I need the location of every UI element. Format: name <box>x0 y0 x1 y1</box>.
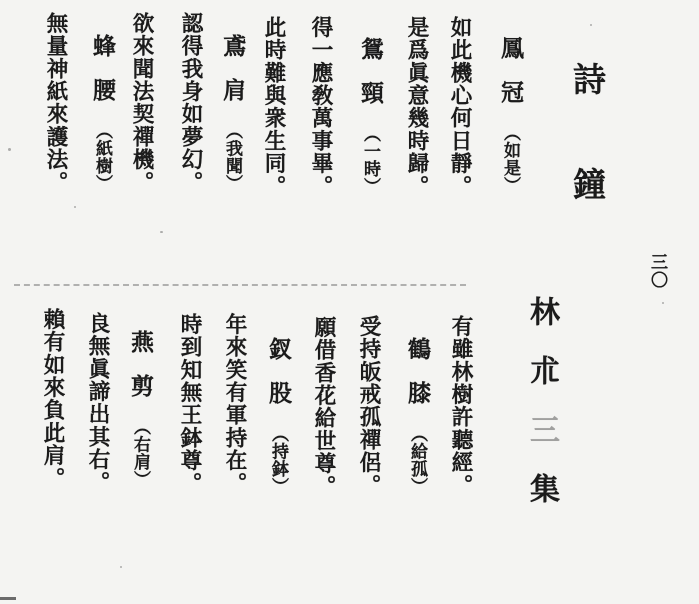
poem-line-column: 是爲眞意幾時歸。 <box>405 16 429 198</box>
category-embedded-chars: （持鉢） <box>269 425 288 495</box>
poem-line-column: 受持皈戒孤禪侶。 <box>357 315 381 497</box>
category-name: 鶴膝 <box>405 337 430 425</box>
category-column <box>216 34 249 192</box>
poem-line-column: 認得我身如夢幻。 <box>179 12 203 194</box>
poem-line-column: 時到知無王鉢尊。 <box>178 313 202 495</box>
category-column <box>401 337 434 495</box>
category-embedded-chars: （如是） <box>501 124 520 194</box>
category-column <box>262 337 295 495</box>
collection-char: 集 <box>525 473 558 532</box>
category-embedded-chars: （紙樹） <box>93 122 112 192</box>
poem-line-column: 年來笑有軍持在。 <box>223 313 247 495</box>
page-number: 三〇 <box>648 253 667 289</box>
poem-line-column: 欲來聞法契禪機。 <box>130 12 154 194</box>
category-name: 蜂腰 <box>90 34 115 122</box>
scan-speck <box>590 24 592 26</box>
category-name: 燕剪 <box>128 330 153 418</box>
category-embedded-chars: （我聞） <box>223 122 242 192</box>
collection-char: 三 <box>525 414 558 473</box>
poem-line-column: 如此機心何日靜。 <box>448 16 472 198</box>
scan-edge-mark <box>0 597 16 600</box>
category-column <box>494 36 527 194</box>
poem-line-column: 良無眞諦出其右。 <box>86 312 110 494</box>
scan-speck <box>8 148 11 151</box>
category-column <box>86 34 119 192</box>
category-name: 鴛頸 <box>358 37 383 125</box>
collection-char: 朮 <box>525 355 558 414</box>
category-column <box>124 330 157 488</box>
poem-line-column: 願借香花給世尊。 <box>312 316 336 498</box>
book-title: 詩鐘 <box>568 62 604 272</box>
poem-line-column: 此時難與衆生同。 <box>262 16 286 198</box>
collection-char: 林 <box>525 296 558 355</box>
category-name: 釵股 <box>266 337 291 425</box>
scan-speck <box>74 206 76 208</box>
category-column <box>354 37 387 195</box>
poem-line-column: 賴有如來負此肩。 <box>41 308 65 490</box>
category-embedded-chars: （一時） <box>361 125 380 195</box>
poem-line-column: 得一應敎萬事畢。 <box>309 16 333 198</box>
scan-speck <box>662 302 664 304</box>
category-name: 鳶肩 <box>220 34 245 122</box>
scan-speck <box>120 566 122 568</box>
category-embedded-chars: （右肩） <box>131 418 150 488</box>
category-embedded-chars: （給孤） <box>408 425 427 495</box>
category-name: 鳳冠 <box>498 36 523 124</box>
collection-title <box>519 296 563 532</box>
poem-line-column: 有雖林樹許聽經。 <box>449 315 473 497</box>
section-divider <box>14 284 466 286</box>
scan-speck <box>160 231 163 233</box>
poem-line-column: 無量神紙來護法。 <box>44 12 68 194</box>
